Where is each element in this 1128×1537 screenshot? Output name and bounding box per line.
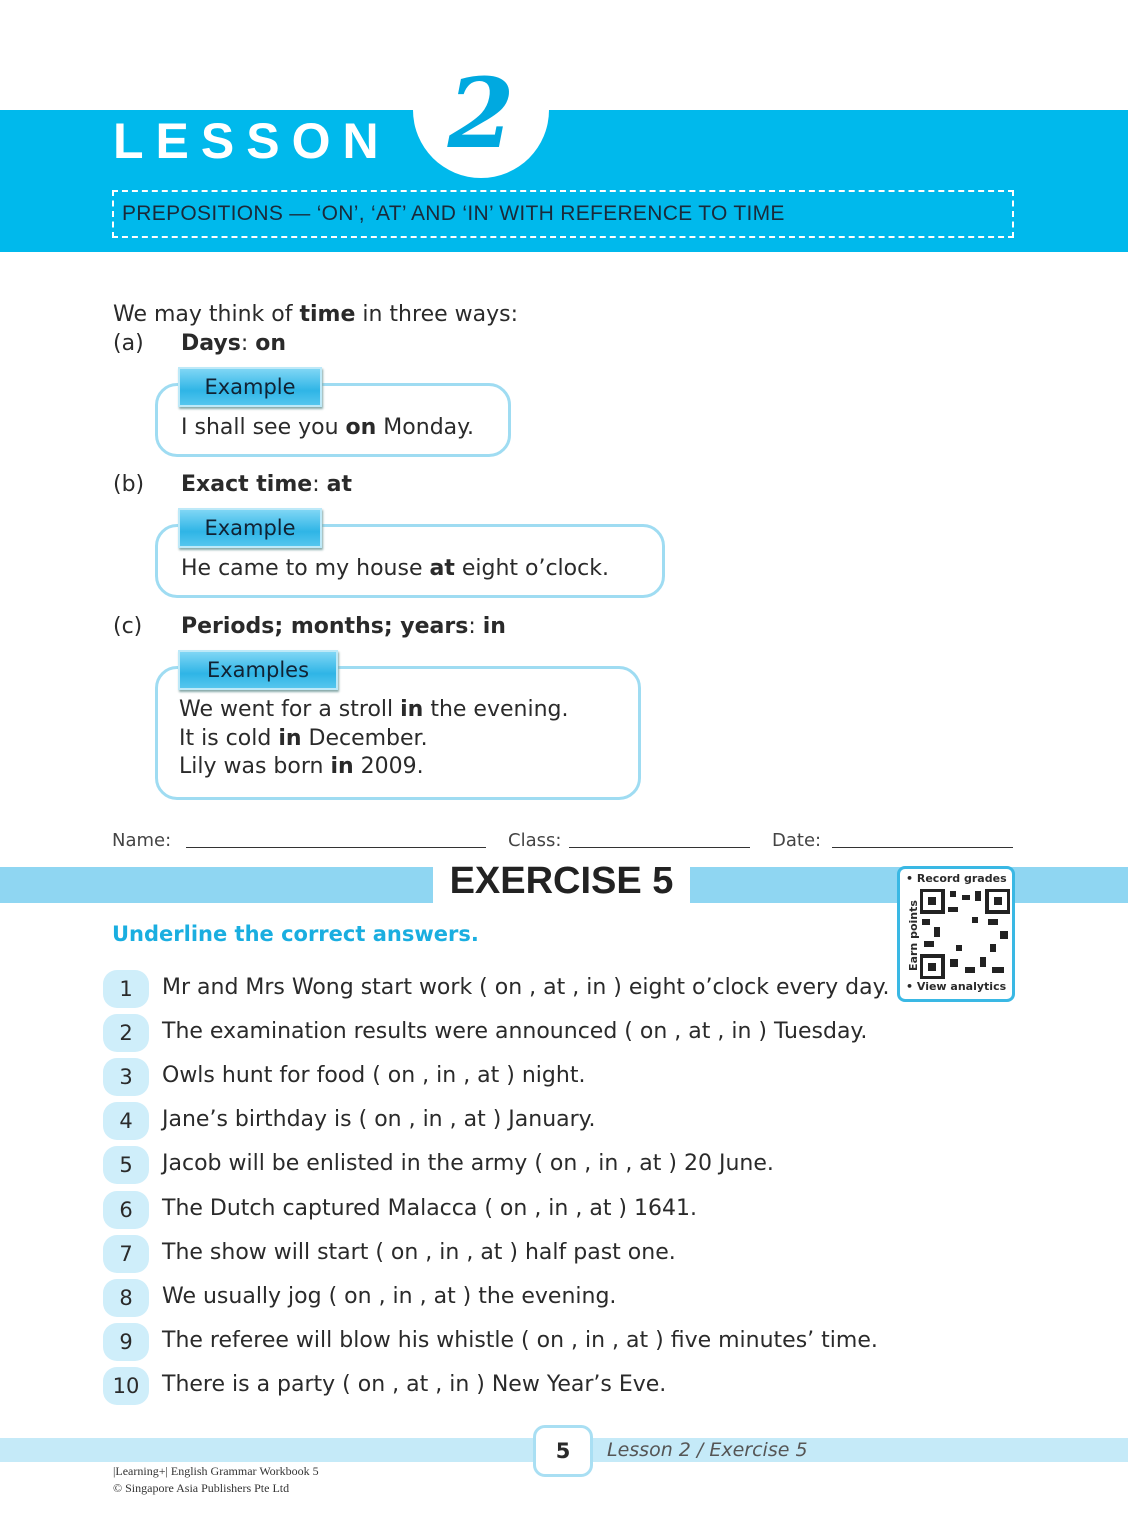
example-sentence: It is cold in December. [179,726,428,751]
question-number: 8 [103,1279,149,1317]
lesson-number: 2 [447,57,515,170]
example-tab: Examples [178,650,338,690]
qr-top-label: • Record grades [906,872,1007,885]
qr-bottom-label: • View analytics [906,980,1007,993]
lesson-topic: PREPOSITIONS — ‘ON’, ‘AT’ AND ‘IN’ WITH REFERENCE TO TIME [122,202,785,225]
question-text[interactable]: The Dutch captured Malacca ( on , in , at ) 1641. [162,1195,697,1221]
class-label: Class: [508,830,562,851]
question-number: 6 [103,1191,149,1229]
example-sentence: Lily was born in 2009. [179,754,424,779]
question-text[interactable]: We usually jog ( on , in , at ) the evening. [162,1283,617,1309]
question-number: 7 [103,1235,149,1273]
date-field[interactable] [832,847,1013,848]
date-label: Date: [772,830,822,851]
question-text[interactable]: Owls hunt for food ( on , in , at ) night. [162,1063,586,1089]
qr-side-label: Earn points [906,900,920,971]
qr-card[interactable] [897,866,1015,1002]
question-text[interactable]: The referee will blow his whistle ( on , in , at ) five minutes’ time. [162,1327,878,1353]
question-text[interactable]: Jacob will be enlisted in the army ( on , in , at ) 20 June. [162,1151,774,1177]
question-number: 5 [103,1146,149,1184]
lesson-topic-box [112,190,1014,238]
section-title: Days: on [181,331,287,356]
section-letter: (c) [113,614,143,639]
exercise-band-left [0,867,433,903]
intro-text: We may think of time in three ways: [113,302,518,327]
example-tab: Example [178,508,322,548]
name-label: Name: [112,830,172,851]
question-text[interactable]: Mr and Mrs Wong start work ( on , at , in ) eight o’clock every day. [162,975,890,1000]
question-text[interactable]: There is a party ( on , at , in ) New Year’s Eve. [162,1371,667,1397]
page-number: 5 [533,1425,593,1477]
question-text[interactable]: The show will start ( on , in , at ) half past one. [162,1239,676,1265]
question-number: 4 [103,1102,149,1140]
class-field[interactable] [569,847,750,848]
question-number: 9 [103,1323,149,1361]
section-letter: (a) [113,331,144,356]
lesson-label: LESSON [113,113,391,169]
example-sentence: I shall see you on Monday. [181,415,475,440]
example-sentence: He came to my house at eight o’clock. [181,556,609,581]
example-tab: Example [178,367,322,407]
footer-copyright: © Singapore Asia Publishers Pte Ltd [113,1481,290,1495]
name-field[interactable] [186,847,486,848]
question-number: 1 [103,970,149,1008]
question-text[interactable]: Jane’s birthday is ( on , in , at ) January. [162,1107,596,1133]
example-sentence: We went for a stroll in the evening. [179,697,569,722]
question-number: 3 [103,1058,149,1096]
section-title: Periods; months; years: in [181,614,506,639]
qr-code-icon [920,889,1010,979]
question-text[interactable]: The examination results were announced ( on , at , in ) Tuesday. [162,1019,868,1045]
exercise-instruction: Underline the correct answers. [112,922,479,946]
footer-book-title: |Learning+| English Grammar Workbook 5 [113,1464,319,1478]
question-number: 2 [103,1014,149,1052]
section-title: Exact time: at [181,472,352,497]
exercise-title: EXERCISE 5 [449,860,674,902]
question-number: 10 [103,1367,149,1405]
section-letter: (b) [113,472,145,497]
footer-section: Lesson 2 / Exercise 5 [607,1439,808,1461]
